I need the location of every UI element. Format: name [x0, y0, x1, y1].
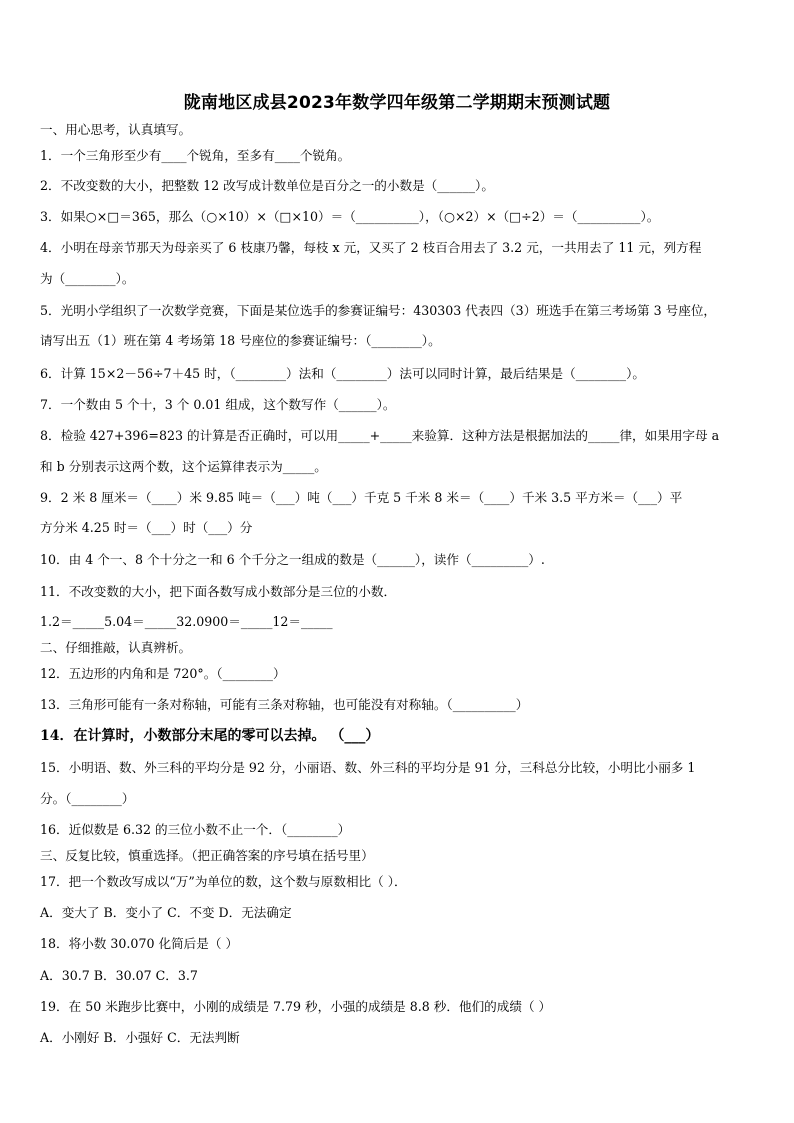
- question-6: 6．计算 15×2－56÷7＋45 时，（________）法和（________）法可以同时计算，最后结果是（________）。: [40, 366, 645, 381]
- question-16: 16．近似数是 6.32 的三位小数不止一个．（________）: [40, 822, 351, 837]
- question-17-options: A．变大了 B．变小了 C．不变 D．无法确定: [40, 905, 292, 920]
- question-1: 1．一个三角形至少有____个锐角，至多有____个锐角。: [40, 148, 351, 163]
- question-13: 13．三角形可能有一条对称轴，可能有三条对称轴，也可能没有对称轴。（__________）: [40, 697, 529, 712]
- question-19: 19．在 50 米跑步比赛中，小刚的成绩是 7.79 秒，小强的成绩是 8.8 秒．他们的成绩（ ）: [40, 999, 552, 1014]
- question-8-line-1: 8．检验 427+396=823 的计算是否正确时，可以用_____+_____来验算．这种方法是根据加法的_____律，如果用字母 a: [40, 428, 720, 443]
- question-5-line-1: 5．光明小学组织了一次数学竞赛，下面是某位选手的参赛证编号：430303 代表四（3）班选手在第三考场第 3 号座位，: [40, 303, 717, 318]
- question-17: 17．把一个数改写成以“万”为单位的数，这个数与原数相比（ ）．: [40, 874, 407, 889]
- question-15-line-2: 分。（________）: [40, 791, 135, 806]
- question-12: 12．五边形的内角和是 720°。（________）: [40, 666, 286, 681]
- question-5-line-2: 请写出五（1）班在第 4 考场第 18 号座位的参赛证编号：（________）。: [40, 333, 441, 348]
- section-heading-3: 三、反复比较，慎重选择。（把正确答案的序号填在括号里）: [40, 848, 374, 863]
- question-10: 10．由 4 个一、8 个十分之一和 6 个千分之一组成的数是（______），读作（_________）.: [40, 552, 545, 567]
- question-15-line-1: 15．小明语、数、外三科的平均分是 92 分，小丽语、数、外三科的平均分是 91 分，三科总分比较，小明比小丽多 1: [40, 760, 696, 775]
- page-title: 陇南地区成县2023年数学四年级第二学期期末预测试题: [183, 93, 611, 113]
- question-18-options: A．30.7 B．30.07 C．3.7: [40, 968, 198, 983]
- question-9-line-1: 9．2 米 8 厘米＝（____）米 9.85 吨＝（___）吨（___）千克 5 千米 8 米＝（____）千米 3.5 平方米＝（___）平: [40, 490, 683, 505]
- question-18: 18．将小数 30.070 化简后是（ ）: [40, 936, 239, 951]
- question-11: 11．不改变数的大小，把下面各数写成小数部分是三位的小数．: [40, 584, 397, 599]
- question-4-line-2: 为（________）。: [40, 271, 135, 286]
- question-9-line-2: 方分米 4.25 时＝（___）时（___）分: [40, 520, 253, 535]
- question-8-line-2: 和 b 分别表示这两个数，这个运算律表示为_____。: [40, 459, 327, 474]
- section-heading-2: 二、仔细推敲，认真辨析。: [40, 640, 192, 655]
- question-19-options: A．小刚好 B．小强好 C．无法判断: [40, 1030, 240, 1045]
- question-14: 14．在计算时，小数部分末尾的零可以去掉。 （___）: [40, 728, 380, 744]
- question-11-items: 1.2＝_____5.04＝_____32.0900＝_____12＝_____: [40, 614, 333, 629]
- question-7: 7．一个数由 5 个十，3 个 0.01 组成，这个数写作（______）。: [40, 397, 396, 412]
- question-2: 2．不改变数的大小，把整数 12 改写成计数单位是百分之一的小数是（______）。: [40, 178, 494, 193]
- section-heading-1: 一、用心思考，认真填写。: [40, 122, 192, 137]
- question-3: 3．如果○×□＝365，那么（○×10）×（□×10）＝（__________），（○×2）×（□÷2）＝（__________）。: [40, 209, 660, 224]
- question-4-line-1: 4．小明在母亲节那天为母亲买了 6 枝康乃馨，每枝 x 元，又买了 2 枝百合用去了 3.2 元，一共用去了 11 元，列方程: [40, 240, 702, 255]
